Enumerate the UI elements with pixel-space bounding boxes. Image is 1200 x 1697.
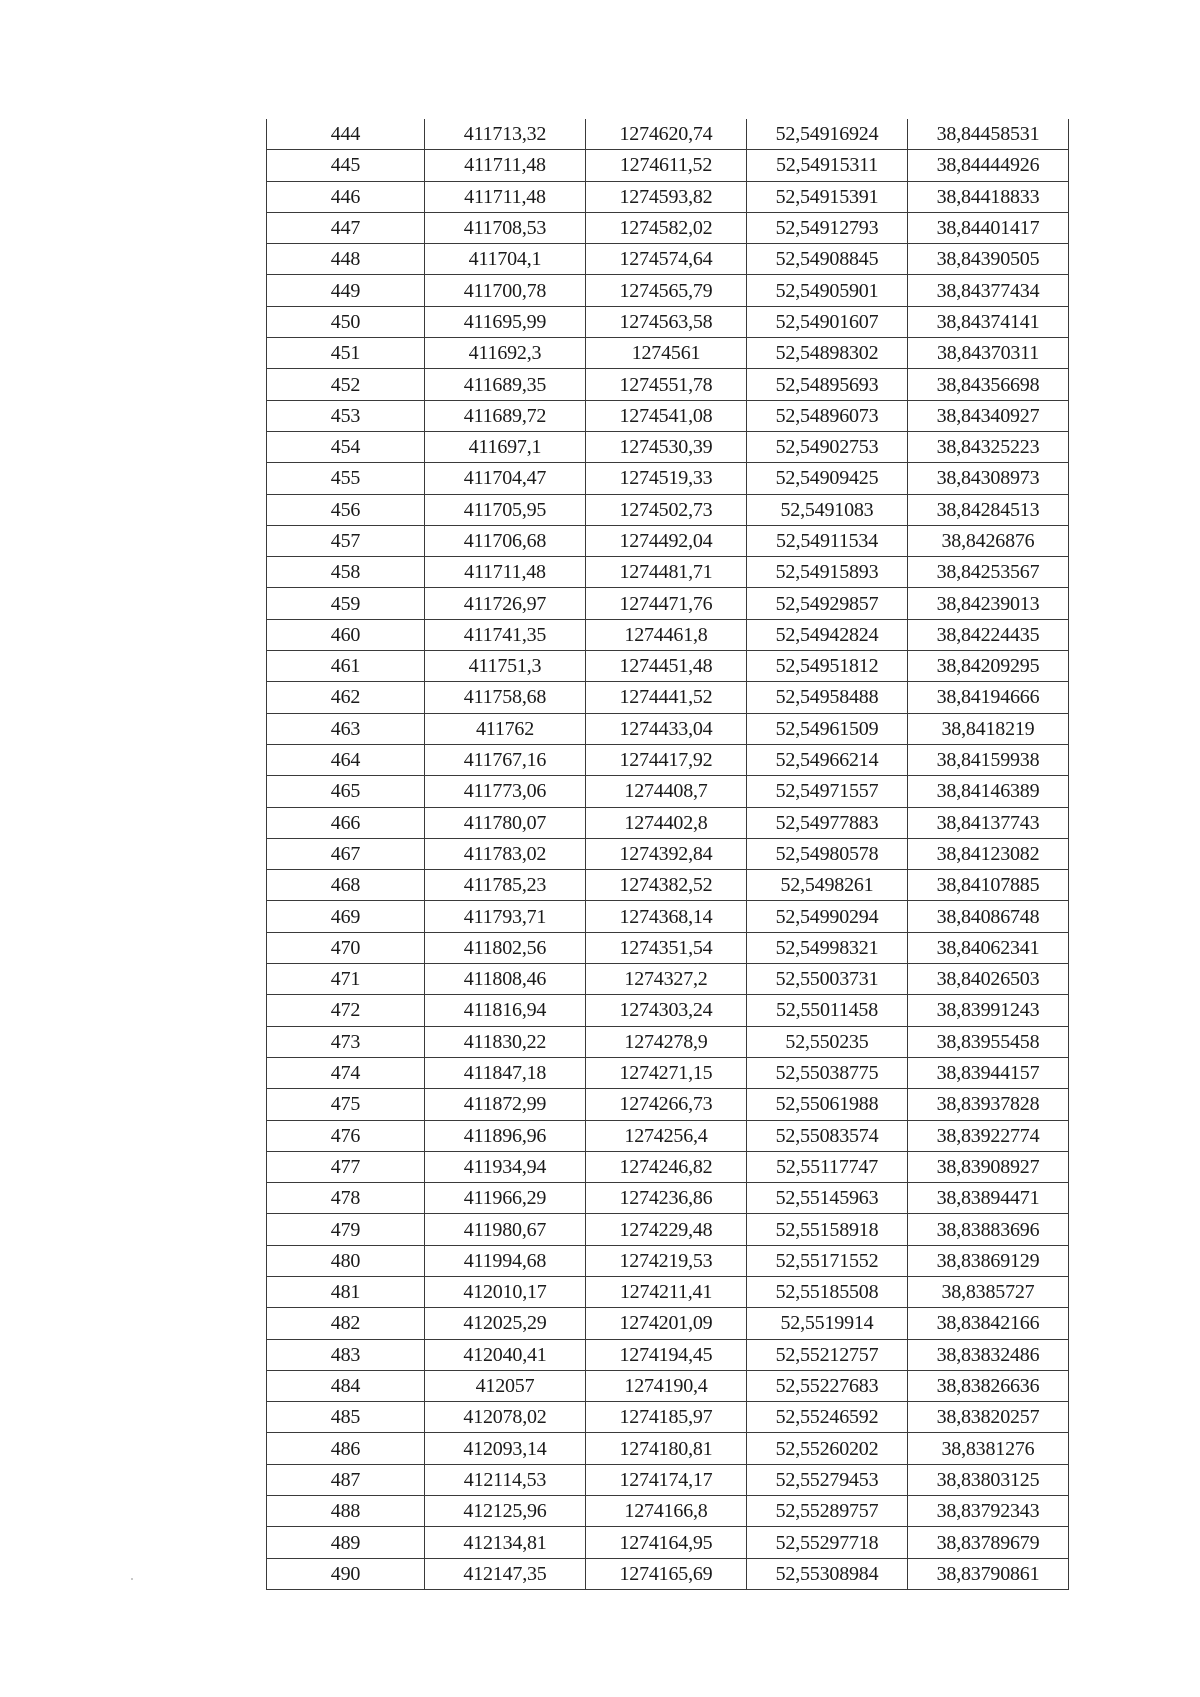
x-coordinate-cell: 411783,02 <box>425 838 586 869</box>
x-coordinate-cell: 411689,72 <box>425 400 586 431</box>
point-number-cell: 450 <box>267 306 425 337</box>
x-coordinate-cell: 411785,23 <box>425 870 586 901</box>
table-row <box>267 1464 1069 1495</box>
x-coordinate-cell: 411708,53 <box>425 212 586 243</box>
x-coordinate-cell: 411692,3 <box>425 338 586 369</box>
longitude-cell: 38,84123082 <box>908 838 1069 869</box>
longitude-cell: 38,83894471 <box>908 1183 1069 1214</box>
scan-speck <box>131 1578 133 1580</box>
longitude-cell: 38,84086748 <box>908 901 1069 932</box>
point-number-cell: 457 <box>267 525 425 556</box>
table-row <box>267 557 1069 588</box>
x-coordinate-cell: 411758,68 <box>425 682 586 713</box>
x-coordinate-cell: 412093,14 <box>425 1433 586 1464</box>
point-number-cell: 455 <box>267 463 425 494</box>
latitude-cell: 52,55145963 <box>747 1183 908 1214</box>
longitude-cell: 38,83883696 <box>908 1214 1069 1245</box>
longitude-cell: 38,83820257 <box>908 1402 1069 1433</box>
x-coordinate-cell: 411695,99 <box>425 306 586 337</box>
point-number-cell: 456 <box>267 494 425 525</box>
latitude-cell: 52,55038775 <box>747 1057 908 1088</box>
x-coordinate-cell: 411808,46 <box>425 964 586 995</box>
y-coordinate-cell: 1274461,8 <box>586 619 747 650</box>
latitude-cell: 52,54971557 <box>747 776 908 807</box>
point-number-cell: 486 <box>267 1433 425 1464</box>
table-row <box>267 1308 1069 1339</box>
x-coordinate-cell: 411802,56 <box>425 932 586 963</box>
x-coordinate-cell: 411780,07 <box>425 807 586 838</box>
y-coordinate-cell: 1274582,02 <box>586 212 747 243</box>
x-coordinate-cell: 411767,16 <box>425 744 586 775</box>
longitude-cell: 38,8426876 <box>908 525 1069 556</box>
x-coordinate-cell: 411706,68 <box>425 525 586 556</box>
y-coordinate-cell: 1274165,69 <box>586 1558 747 1589</box>
y-coordinate-cell: 1274441,52 <box>586 682 747 713</box>
point-number-cell: 449 <box>267 275 425 306</box>
latitude-cell: 52,55185508 <box>747 1276 908 1307</box>
latitude-cell: 52,5491083 <box>747 494 908 525</box>
longitude-cell: 38,83869129 <box>908 1245 1069 1276</box>
longitude-cell: 38,83790861 <box>908 1558 1069 1589</box>
table-row <box>267 807 1069 838</box>
point-number-cell: 474 <box>267 1057 425 1088</box>
longitude-cell: 38,84401417 <box>908 212 1069 243</box>
y-coordinate-cell: 1274541,08 <box>586 400 747 431</box>
coordinates-table <box>266 119 1069 1590</box>
longitude-cell: 38,84026503 <box>908 964 1069 995</box>
point-number-cell: 458 <box>267 557 425 588</box>
point-number-cell: 480 <box>267 1245 425 1276</box>
latitude-cell: 52,55308984 <box>747 1558 908 1589</box>
longitude-cell: 38,84209295 <box>908 651 1069 682</box>
latitude-cell: 52,54898302 <box>747 338 908 369</box>
y-coordinate-cell: 1274190,4 <box>586 1370 747 1401</box>
latitude-cell: 52,54915893 <box>747 557 908 588</box>
longitude-cell: 38,83991243 <box>908 995 1069 1026</box>
longitude-cell: 38,84390505 <box>908 244 1069 275</box>
table-row <box>267 400 1069 431</box>
point-number-cell: 468 <box>267 870 425 901</box>
latitude-cell: 52,54961509 <box>747 713 908 744</box>
point-number-cell: 478 <box>267 1183 425 1214</box>
latitude-cell: 52,55003731 <box>747 964 908 995</box>
table-row <box>267 1245 1069 1276</box>
point-number-cell: 467 <box>267 838 425 869</box>
table-row <box>267 431 1069 462</box>
latitude-cell: 52,55227683 <box>747 1370 908 1401</box>
point-number-cell: 488 <box>267 1496 425 1527</box>
point-number-cell: 459 <box>267 588 425 619</box>
longitude-cell: 38,84137743 <box>908 807 1069 838</box>
longitude-cell: 38,84253567 <box>908 557 1069 588</box>
x-coordinate-cell: 412125,96 <box>425 1496 586 1527</box>
x-coordinate-cell: 411872,99 <box>425 1089 586 1120</box>
longitude-cell: 38,84374141 <box>908 306 1069 337</box>
x-coordinate-cell: 411689,35 <box>425 369 586 400</box>
table-row <box>267 1339 1069 1370</box>
table-row <box>267 1089 1069 1120</box>
x-coordinate-cell: 411711,48 <box>425 557 586 588</box>
point-number-cell: 447 <box>267 212 425 243</box>
longitude-cell: 38,83803125 <box>908 1464 1069 1495</box>
latitude-cell: 52,54977883 <box>747 807 908 838</box>
point-number-cell: 461 <box>267 651 425 682</box>
table-row <box>267 964 1069 995</box>
x-coordinate-cell: 411816,94 <box>425 995 586 1026</box>
longitude-cell: 38,84194666 <box>908 682 1069 713</box>
point-number-cell: 479 <box>267 1214 425 1245</box>
latitude-cell: 52,55117747 <box>747 1151 908 1182</box>
x-coordinate-cell: 411713,32 <box>425 119 586 150</box>
longitude-cell: 38,84377434 <box>908 275 1069 306</box>
longitude-cell: 38,84325223 <box>908 431 1069 462</box>
table-row <box>267 682 1069 713</box>
point-number-cell: 471 <box>267 964 425 995</box>
x-coordinate-cell: 411700,78 <box>425 275 586 306</box>
longitude-cell: 38,8418219 <box>908 713 1069 744</box>
longitude-cell: 38,83832486 <box>908 1339 1069 1370</box>
point-number-cell: 460 <box>267 619 425 650</box>
x-coordinate-cell: 411704,1 <box>425 244 586 275</box>
table-row <box>267 838 1069 869</box>
y-coordinate-cell: 1274271,15 <box>586 1057 747 1088</box>
point-number-cell: 489 <box>267 1527 425 1558</box>
x-coordinate-cell: 412010,17 <box>425 1276 586 1307</box>
x-coordinate-cell: 411762 <box>425 713 586 744</box>
point-number-cell: 487 <box>267 1464 425 1495</box>
table-row <box>267 494 1069 525</box>
y-coordinate-cell: 1274561 <box>586 338 747 369</box>
table-row <box>267 463 1069 494</box>
longitude-cell: 38,84107885 <box>908 870 1069 901</box>
x-coordinate-cell: 412147,35 <box>425 1558 586 1589</box>
y-coordinate-cell: 1274433,04 <box>586 713 747 744</box>
table-row <box>267 744 1069 775</box>
point-number-cell: 481 <box>267 1276 425 1307</box>
y-coordinate-cell: 1274502,73 <box>586 494 747 525</box>
y-coordinate-cell: 1274180,81 <box>586 1433 747 1464</box>
x-coordinate-cell: 411934,94 <box>425 1151 586 1182</box>
latitude-cell: 52,55246592 <box>747 1402 908 1433</box>
point-number-cell: 485 <box>267 1402 425 1433</box>
longitude-cell: 38,83908927 <box>908 1151 1069 1182</box>
table-row <box>267 1496 1069 1527</box>
x-coordinate-cell: 411704,47 <box>425 463 586 494</box>
x-coordinate-cell: 411773,06 <box>425 776 586 807</box>
table-row <box>267 244 1069 275</box>
y-coordinate-cell: 1274492,04 <box>586 525 747 556</box>
point-number-cell: 463 <box>267 713 425 744</box>
x-coordinate-cell: 411847,18 <box>425 1057 586 1088</box>
longitude-cell: 38,84370311 <box>908 338 1069 369</box>
longitude-cell: 38,83842166 <box>908 1308 1069 1339</box>
x-coordinate-cell: 412040,41 <box>425 1339 586 1370</box>
y-coordinate-cell: 1274246,82 <box>586 1151 747 1182</box>
x-coordinate-cell: 411726,97 <box>425 588 586 619</box>
y-coordinate-cell: 1274266,73 <box>586 1089 747 1120</box>
table-row <box>267 588 1069 619</box>
y-coordinate-cell: 1274278,9 <box>586 1026 747 1057</box>
table-row <box>267 275 1069 306</box>
y-coordinate-cell: 1274551,78 <box>586 369 747 400</box>
latitude-cell: 52,54915391 <box>747 181 908 212</box>
table-row <box>267 1527 1069 1558</box>
latitude-cell: 52,55011458 <box>747 995 908 1026</box>
longitude-cell: 38,83826636 <box>908 1370 1069 1401</box>
table-row <box>267 338 1069 369</box>
y-coordinate-cell: 1274327,2 <box>586 964 747 995</box>
point-number-cell: 476 <box>267 1120 425 1151</box>
point-number-cell: 484 <box>267 1370 425 1401</box>
y-coordinate-cell: 1274236,86 <box>586 1183 747 1214</box>
table-row <box>267 1402 1069 1433</box>
point-number-cell: 454 <box>267 431 425 462</box>
longitude-cell: 38,83922774 <box>908 1120 1069 1151</box>
latitude-cell: 52,55279453 <box>747 1464 908 1495</box>
point-number-cell: 444 <box>267 119 425 150</box>
point-number-cell: 464 <box>267 744 425 775</box>
point-number-cell: 483 <box>267 1339 425 1370</box>
table-row <box>267 932 1069 963</box>
latitude-cell: 52,55171552 <box>747 1245 908 1276</box>
table-row <box>267 776 1069 807</box>
y-coordinate-cell: 1274174,17 <box>586 1464 747 1495</box>
x-coordinate-cell: 411830,22 <box>425 1026 586 1057</box>
point-number-cell: 469 <box>267 901 425 932</box>
y-coordinate-cell: 1274382,52 <box>586 870 747 901</box>
x-coordinate-cell: 412114,53 <box>425 1464 586 1495</box>
table-row <box>267 119 1069 150</box>
latitude-cell: 52,550235 <box>747 1026 908 1057</box>
y-coordinate-cell: 1274229,48 <box>586 1214 747 1245</box>
x-coordinate-cell: 411793,71 <box>425 901 586 932</box>
latitude-cell: 52,55061988 <box>747 1089 908 1120</box>
latitude-cell: 52,5498261 <box>747 870 908 901</box>
point-number-cell: 475 <box>267 1089 425 1120</box>
point-number-cell: 466 <box>267 807 425 838</box>
point-number-cell: 445 <box>267 150 425 181</box>
y-coordinate-cell: 1274530,39 <box>586 431 747 462</box>
table-row <box>267 1026 1069 1057</box>
latitude-cell: 52,54905901 <box>747 275 908 306</box>
y-coordinate-cell: 1274185,97 <box>586 1402 747 1433</box>
latitude-cell: 52,54908845 <box>747 244 908 275</box>
point-number-cell: 490 <box>267 1558 425 1589</box>
latitude-cell: 52,54929857 <box>747 588 908 619</box>
latitude-cell: 52,54966214 <box>747 744 908 775</box>
latitude-cell: 52,55297718 <box>747 1527 908 1558</box>
x-coordinate-cell: 411705,95 <box>425 494 586 525</box>
y-coordinate-cell: 1274620,74 <box>586 119 747 150</box>
y-coordinate-cell: 1274563,58 <box>586 306 747 337</box>
x-coordinate-cell: 412025,29 <box>425 1308 586 1339</box>
latitude-cell: 52,54896073 <box>747 400 908 431</box>
point-number-cell: 465 <box>267 776 425 807</box>
longitude-cell: 38,84444926 <box>908 150 1069 181</box>
x-coordinate-cell: 411697,1 <box>425 431 586 462</box>
x-coordinate-cell: 411896,96 <box>425 1120 586 1151</box>
longitude-cell: 38,83955458 <box>908 1026 1069 1057</box>
x-coordinate-cell: 411980,67 <box>425 1214 586 1245</box>
y-coordinate-cell: 1274565,79 <box>586 275 747 306</box>
latitude-cell: 52,54916924 <box>747 119 908 150</box>
table-row <box>267 1558 1069 1589</box>
table-row <box>267 212 1069 243</box>
point-number-cell: 462 <box>267 682 425 713</box>
y-coordinate-cell: 1274303,24 <box>586 995 747 1026</box>
longitude-cell: 38,84340927 <box>908 400 1069 431</box>
longitude-cell: 38,8385727 <box>908 1276 1069 1307</box>
y-coordinate-cell: 1274471,76 <box>586 588 747 619</box>
y-coordinate-cell: 1274166,8 <box>586 1496 747 1527</box>
longitude-cell: 38,83792343 <box>908 1496 1069 1527</box>
y-coordinate-cell: 1274219,53 <box>586 1245 747 1276</box>
longitude-cell: 38,84418833 <box>908 181 1069 212</box>
point-number-cell: 477 <box>267 1151 425 1182</box>
x-coordinate-cell: 411711,48 <box>425 150 586 181</box>
y-coordinate-cell: 1274519,33 <box>586 463 747 494</box>
y-coordinate-cell: 1274392,84 <box>586 838 747 869</box>
latitude-cell: 52,54912793 <box>747 212 908 243</box>
table-row <box>267 1183 1069 1214</box>
y-coordinate-cell: 1274201,09 <box>586 1308 747 1339</box>
latitude-cell: 52,54942824 <box>747 619 908 650</box>
x-coordinate-cell: 412057 <box>425 1370 586 1401</box>
latitude-cell: 52,55260202 <box>747 1433 908 1464</box>
point-number-cell: 472 <box>267 995 425 1026</box>
x-coordinate-cell: 412078,02 <box>425 1402 586 1433</box>
table-row <box>267 619 1069 650</box>
y-coordinate-cell: 1274368,14 <box>586 901 747 932</box>
latitude-cell: 52,55212757 <box>747 1339 908 1370</box>
x-coordinate-cell: 411751,3 <box>425 651 586 682</box>
table-row <box>267 1120 1069 1151</box>
x-coordinate-cell: 412134,81 <box>425 1527 586 1558</box>
latitude-cell: 52,54958488 <box>747 682 908 713</box>
table-row <box>267 651 1069 682</box>
table-row <box>267 1276 1069 1307</box>
x-coordinate-cell: 411741,35 <box>425 619 586 650</box>
latitude-cell: 52,5519914 <box>747 1308 908 1339</box>
latitude-cell: 52,54980578 <box>747 838 908 869</box>
longitude-cell: 38,84308973 <box>908 463 1069 494</box>
longitude-cell: 38,84146389 <box>908 776 1069 807</box>
latitude-cell: 52,54902753 <box>747 431 908 462</box>
point-number-cell: 453 <box>267 400 425 431</box>
table-row <box>267 181 1069 212</box>
latitude-cell: 52,54895693 <box>747 369 908 400</box>
y-coordinate-cell: 1274481,71 <box>586 557 747 588</box>
y-coordinate-cell: 1274451,48 <box>586 651 747 682</box>
table-row <box>267 713 1069 744</box>
latitude-cell: 52,55289757 <box>747 1496 908 1527</box>
table-row <box>267 1433 1069 1464</box>
x-coordinate-cell: 411711,48 <box>425 181 586 212</box>
table-row <box>267 369 1069 400</box>
latitude-cell: 52,54901607 <box>747 306 908 337</box>
y-coordinate-cell: 1274194,45 <box>586 1339 747 1370</box>
latitude-cell: 52,54998321 <box>747 932 908 963</box>
x-coordinate-cell: 411994,68 <box>425 1245 586 1276</box>
table-row <box>267 901 1069 932</box>
y-coordinate-cell: 1274611,52 <box>586 150 747 181</box>
y-coordinate-cell: 1274164,95 <box>586 1527 747 1558</box>
table-row <box>267 995 1069 1026</box>
table-row <box>267 525 1069 556</box>
point-number-cell: 452 <box>267 369 425 400</box>
latitude-cell: 52,54990294 <box>747 901 908 932</box>
coordinates-table-body <box>267 119 1069 1589</box>
latitude-cell: 52,54915311 <box>747 150 908 181</box>
longitude-cell: 38,84224435 <box>908 619 1069 650</box>
point-number-cell: 446 <box>267 181 425 212</box>
table-row <box>267 1370 1069 1401</box>
y-coordinate-cell: 1274408,7 <box>586 776 747 807</box>
longitude-cell: 38,83789679 <box>908 1527 1069 1558</box>
longitude-cell: 38,83944157 <box>908 1057 1069 1088</box>
table-row <box>267 1057 1069 1088</box>
latitude-cell: 52,54909425 <box>747 463 908 494</box>
latitude-cell: 52,55158918 <box>747 1214 908 1245</box>
y-coordinate-cell: 1274417,92 <box>586 744 747 775</box>
longitude-cell: 38,8381276 <box>908 1433 1069 1464</box>
longitude-cell: 38,84159938 <box>908 744 1069 775</box>
point-number-cell: 470 <box>267 932 425 963</box>
table-row <box>267 870 1069 901</box>
point-number-cell: 473 <box>267 1026 425 1057</box>
y-coordinate-cell: 1274211,41 <box>586 1276 747 1307</box>
y-coordinate-cell: 1274574,64 <box>586 244 747 275</box>
longitude-cell: 38,84356698 <box>908 369 1069 400</box>
table-row <box>267 150 1069 181</box>
point-number-cell: 448 <box>267 244 425 275</box>
longitude-cell: 38,84284513 <box>908 494 1069 525</box>
table-row <box>267 306 1069 337</box>
latitude-cell: 52,54911534 <box>747 525 908 556</box>
longitude-cell: 38,83937828 <box>908 1089 1069 1120</box>
table-row <box>267 1151 1069 1182</box>
x-coordinate-cell: 411966,29 <box>425 1183 586 1214</box>
longitude-cell: 38,84239013 <box>908 588 1069 619</box>
y-coordinate-cell: 1274351,54 <box>586 932 747 963</box>
point-number-cell: 451 <box>267 338 425 369</box>
latitude-cell: 52,54951812 <box>747 651 908 682</box>
longitude-cell: 38,84062341 <box>908 932 1069 963</box>
table-row <box>267 1214 1069 1245</box>
y-coordinate-cell: 1274593,82 <box>586 181 747 212</box>
latitude-cell: 52,55083574 <box>747 1120 908 1151</box>
y-coordinate-cell: 1274256,4 <box>586 1120 747 1151</box>
point-number-cell: 482 <box>267 1308 425 1339</box>
y-coordinate-cell: 1274402,8 <box>586 807 747 838</box>
longitude-cell: 38,84458531 <box>908 119 1069 150</box>
